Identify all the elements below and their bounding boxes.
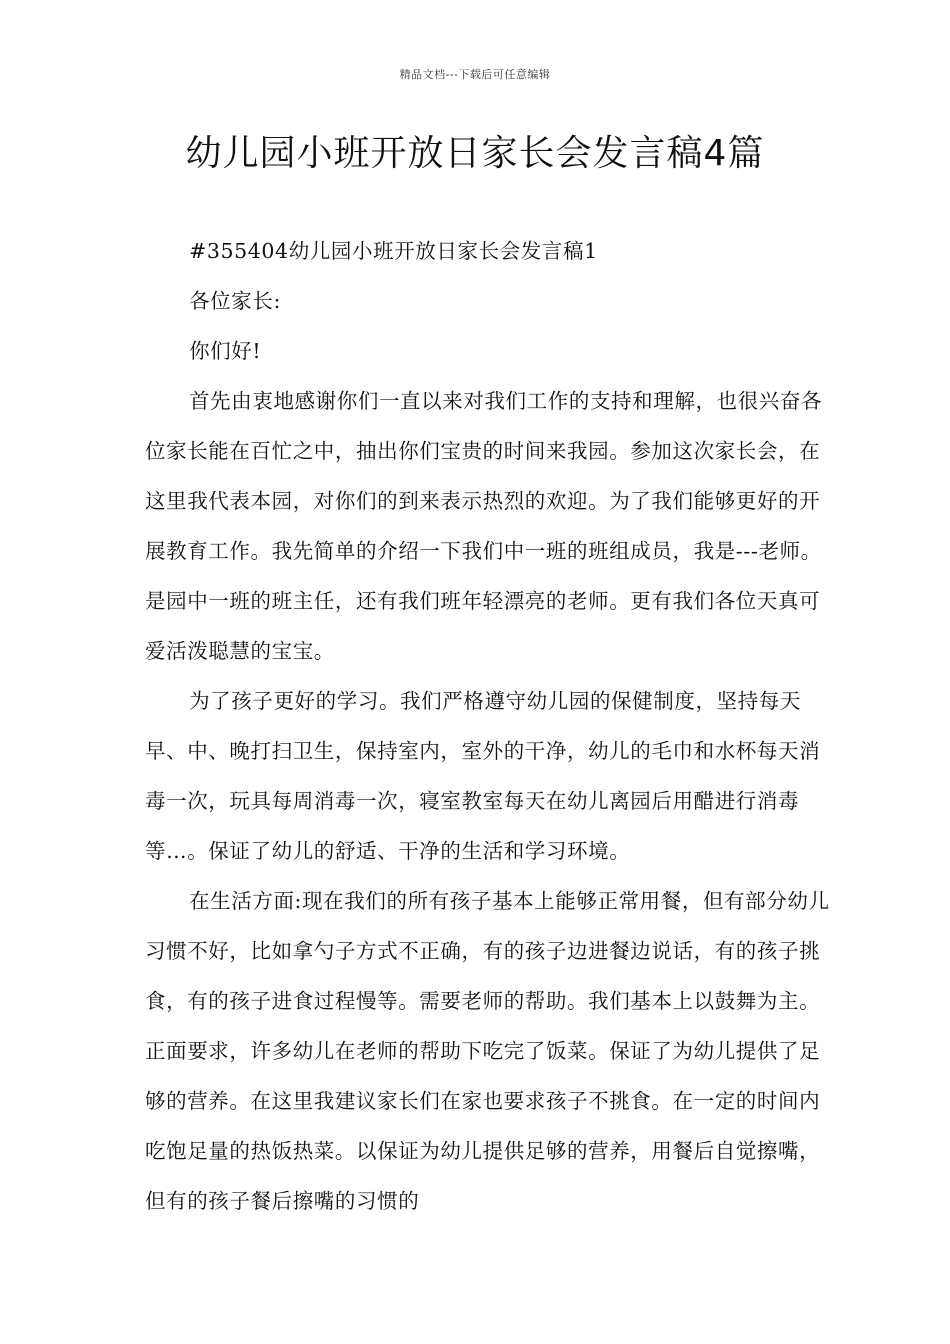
body-paragraph: 首先由衷地感谢你们一直以来对我们工作的支持和理解，也很兴奋各位家长能在百忙之中，抽出你们宝贵的时间来我园。参加这次家长会，在这里我代表本园，对你们的到来表示热烈的欢迎。为了我们能够更好的开展教育工作。我先简单的介绍一下我们中一班的班组成员，我是---老师。是园中一班的班主任，还有我们班年轻漂亮的老师。更有我们各位天真可爱活泼聪慧的宝宝。 <box>145 389 823 663</box>
body-paragraph: 在生活方面:现在我们的所有孩子基本上能够正常用餐，但有部分幼儿习惯不好，比如拿勺子方式不正确，有的孩子边进餐边说话，有的孩子挑食，有的孩子进食过程慢等。需要老师的帮助。我们基本上以鼓舞为主。正面要求，许多幼儿在老师的帮助下吃完了饭菜。保证了为幼儿提供了足够的营养。在这里我建议家长们在家也要求孩子不挑食。在一定的时间内吃饱足量的热饭热菜。以保证为幼儿提供足够的营养，用餐后自觉擦嘴，但有的孩子餐后擦嘴的习惯的 <box>145 889 830 1213</box>
page-header-note: 精品文档---下载后可任意编辑 <box>399 68 551 81</box>
body-paragraph: 为了孩子更好的学习。我们严格遵守幼儿园的保健制度，坚持每天早、中、晚打扫卫生，保持室内，室外的干净，幼儿的毛巾和水杯每天消毒一次，玩具每周消毒一次，寝室教室每天在幼儿离园后用醋进行消毒等…。保证了幼儿的舒适、干净的生活和学习环境。 <box>145 689 821 863</box>
section-heading: #355404幼儿园小班开放日家长会发言稿1 <box>189 239 598 263</box>
salutation: 各位家长: <box>189 289 281 313</box>
document-body <box>145 226 830 1226</box>
document-title: 幼儿园小班开放日家长会发言稿4篇 <box>185 133 765 174</box>
greeting: 你们好! <box>189 339 262 363</box>
